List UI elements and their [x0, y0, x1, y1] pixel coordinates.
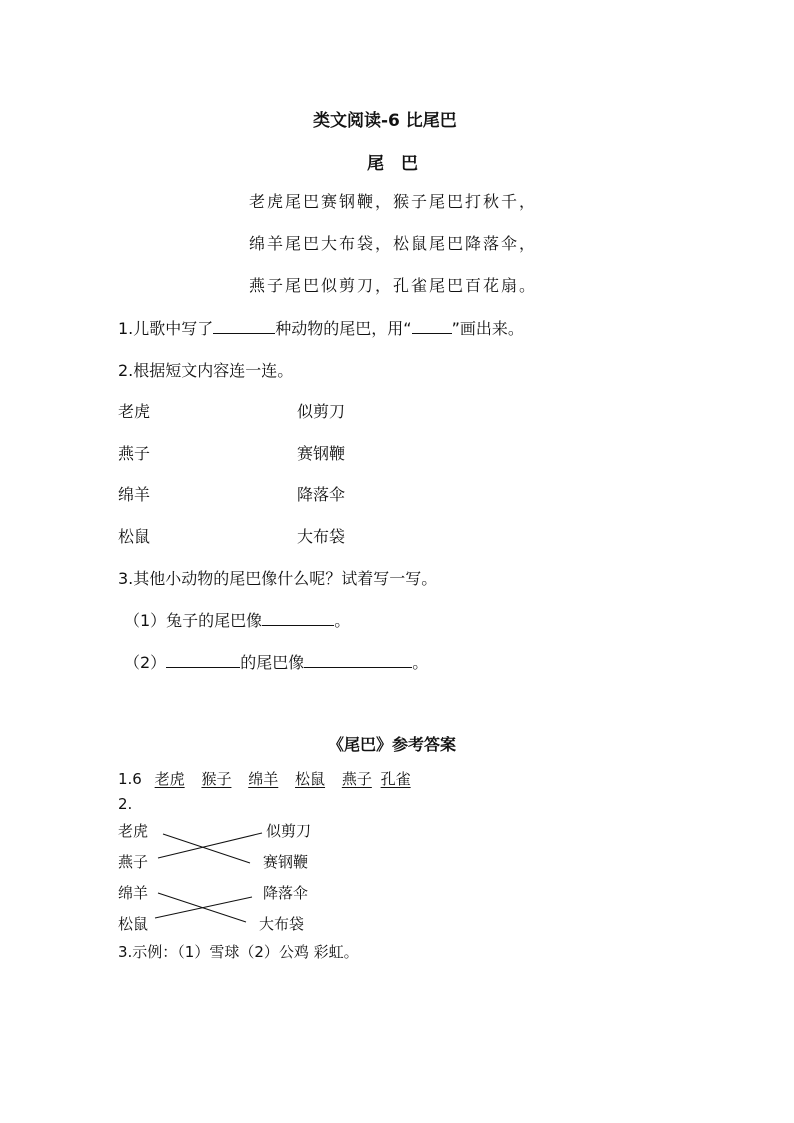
q2-right-1: 似剪刀: [297, 402, 346, 421]
a2-left-4: 松鼠: [118, 915, 149, 933]
answer-1-item: 猴子: [201, 770, 232, 788]
answer-1-item: 松鼠: [295, 770, 326, 788]
question-1-text-b: 种动物的尾巴，用“: [275, 319, 412, 338]
q2-right-4: 大布袋: [297, 527, 346, 546]
poem-line-3: 燕子尾巴似剪刀，孔雀尾巴百花扇。: [249, 276, 538, 295]
answer-1-prefix: 1.6: [118, 770, 142, 788]
match-line-laohu-saigangbian: [163, 834, 250, 863]
answers-title: 《尾巴》参考答案: [328, 735, 457, 754]
q2-left-4: 松鼠: [118, 527, 151, 546]
question-3-label: 3.其他小动物的尾巴像什么呢？试着写一写。: [118, 569, 438, 588]
q2-left-3: 绵羊: [118, 485, 151, 504]
a2-left-3: 绵羊: [118, 884, 149, 902]
q3-sub-2-prefix: （2）: [124, 653, 167, 672]
q3-sub-2-text: 的尾巴像: [240, 653, 305, 672]
poem-title: 尾 巴: [367, 154, 418, 174]
answer-1-item: 孔雀: [380, 770, 411, 788]
q2-right-3: 降落伞: [297, 485, 346, 504]
a2-right-1: 似剪刀: [266, 822, 312, 840]
a2-right-3: 降落伞: [263, 884, 309, 902]
match-line-yanzi-sijiandao: [158, 833, 262, 858]
match-line-songshu-jiangluosan: [155, 897, 252, 918]
a2-left-2: 燕子: [118, 853, 149, 871]
page-title: 类文阅读-6 比尾巴: [313, 111, 457, 131]
q2-left-1: 老虎: [118, 402, 151, 421]
question-1-text-a: 1.儿歌中写了: [118, 319, 214, 338]
a2-right-4: 大布袋: [259, 915, 305, 933]
q3-sub-1-text: （1）兔子的尾巴像: [124, 611, 263, 630]
answer-1-item: 燕子: [341, 770, 372, 788]
poem-line-2: 绵羊尾巴大布袋，松鼠尾巴降落伞，: [249, 234, 538, 253]
answer-1-item: 绵羊: [248, 770, 279, 788]
q2-left-2: 燕子: [118, 444, 151, 463]
poem-line-1: 老虎尾巴赛钢鞭，猴子尾巴打秋千，: [249, 192, 538, 211]
answer-2-label: 2.: [118, 795, 133, 813]
question-2-label: 2.根据短文内容连一连。: [118, 361, 294, 380]
a2-right-2: 赛钢鞭: [263, 853, 309, 871]
question-1-text-c: ”画出来。: [451, 319, 524, 338]
q3-sub-1-end: 。: [334, 611, 351, 630]
q3-sub-2-end: 。: [412, 653, 429, 672]
q2-right-2: 赛钢鞭: [297, 444, 346, 463]
a2-left-1: 老虎: [118, 822, 149, 840]
answer-3: 3.示例：（1）雪球（2）公鸡 彩虹。: [118, 943, 359, 961]
answer-1-item: 老虎: [154, 770, 185, 788]
